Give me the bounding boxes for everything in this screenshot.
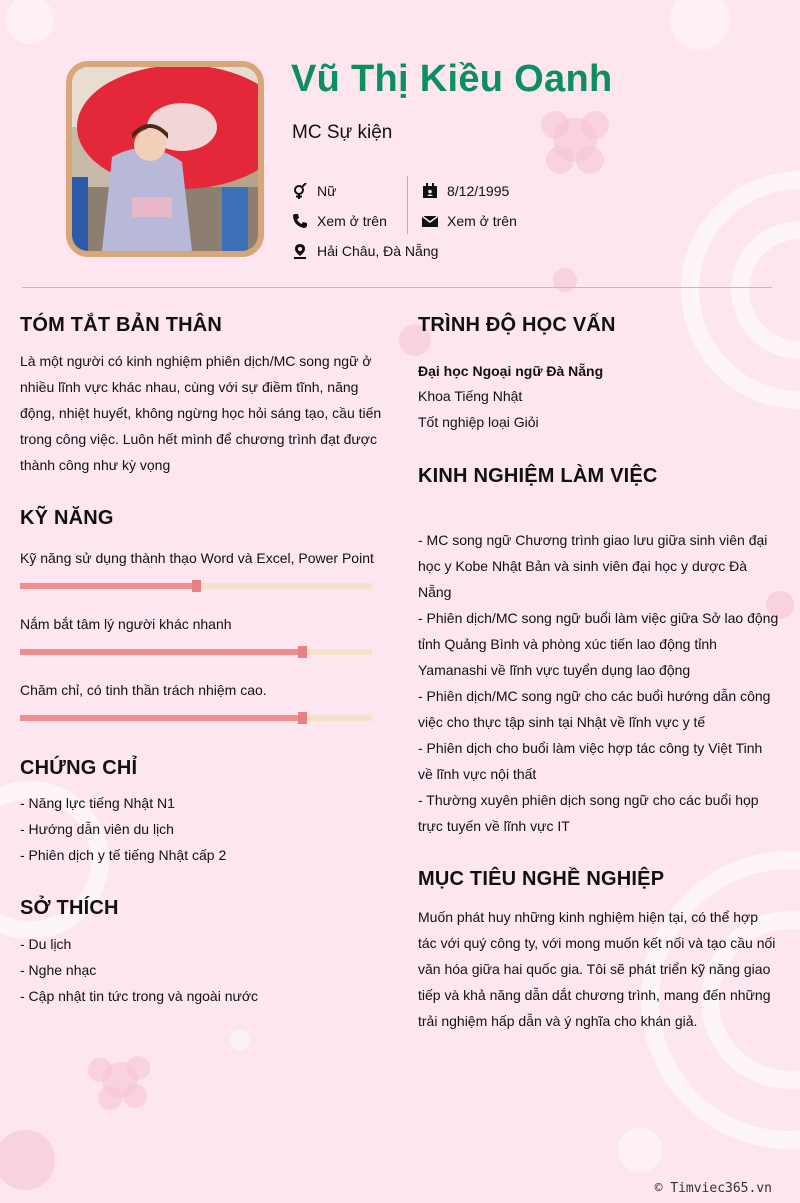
birthday-value: 8/12/1995 xyxy=(447,183,510,199)
skill-label: Nắm bắt tâm lý người khác nhanh xyxy=(20,616,232,632)
gender-value: Nữ xyxy=(317,183,337,199)
summary-title: TÓM TẮT BẢN THÂN xyxy=(20,314,223,336)
envelope-icon xyxy=(421,212,439,230)
summary-line: động, nhiệt huyết, không ngừng học hỏi sáng tạo, cầu tiến xyxy=(20,405,382,421)
objective-title: MỤC TIÊU NGHỀ NGHIỆP xyxy=(418,868,665,890)
objective-line: Muốn phát huy những kinh nghiệm hiện tại, có thể hợp xyxy=(418,909,758,925)
summary-line: Là một người có kinh nghiệm phiên dịch/MC song ngữ ở xyxy=(20,353,372,369)
avatar-photo xyxy=(72,67,258,251)
objective-line: văn hóa giữa hai quốc gia. Tôi sẽ phát triển kỹ năng giao xyxy=(418,961,771,977)
experience-text xyxy=(418,527,788,839)
education-title: TRÌNH ĐỘ HỌC VẤN xyxy=(418,314,616,336)
certificate-item: - Năng lực tiếng Nhật N1 xyxy=(20,795,175,811)
objective-text xyxy=(418,904,780,1034)
skill-bar-knob xyxy=(298,646,307,658)
experience-title: KINH NGHIỆM LÀM VIỆC xyxy=(418,465,658,487)
gender-icon xyxy=(291,182,309,200)
summary-line: nhiều lĩnh vực khác nhau, cùng với sự điềm tĩnh, năng xyxy=(20,379,359,395)
skill-bar-fill xyxy=(20,583,196,589)
skill-label: Kỹ năng sử dụng thành thạo Word và Excel, Power Point xyxy=(20,550,374,566)
calendar-icon xyxy=(421,182,439,200)
experience-line: - Phiên dịch/MC song ngữ cho các buổi hướng dẫn công xyxy=(418,688,771,704)
skill-bar xyxy=(20,583,372,589)
phone-info xyxy=(291,212,387,230)
copyright-footer: © Timviec365.vn xyxy=(654,1181,772,1196)
location-pin-icon xyxy=(291,242,309,260)
avatar xyxy=(66,61,264,257)
hobbies-title: SỞ THÍCH xyxy=(20,897,119,919)
skill-bar-knob xyxy=(298,712,307,724)
skill-bar-knob xyxy=(192,580,201,592)
skill-label: Chăm chỉ, có tinh thần trách nhiệm cao. xyxy=(20,682,267,698)
skills-title: KỸ NĂNG xyxy=(20,507,114,529)
hobby-item: - Cập nhật tin tức trong và ngoài nước xyxy=(20,988,259,1004)
skill-bar xyxy=(20,649,372,655)
experience-line: Yamanashi về lĩnh vực tuyển dụng lao động xyxy=(418,662,691,678)
certificate-item: - Phiên dịch y tế tiếng Nhật cấp 2 xyxy=(20,847,227,863)
address-value: Hải Châu, Đà Nẵng xyxy=(317,243,439,259)
education-major: Khoa Tiếng Nhật xyxy=(418,388,523,404)
experience-line: - Phiên dịch/MC song ngữ buổi làm việc giữa Sở lao động xyxy=(418,610,779,626)
certificates-title: CHỨNG CHỈ xyxy=(20,757,138,779)
email-value: Xem ở trên xyxy=(447,213,517,229)
birthday-info xyxy=(421,182,509,200)
email-info xyxy=(421,212,517,230)
candidate-name: Vũ Thị Kiều Oanh xyxy=(291,58,613,100)
experience-line: - MC song ngữ Chương trình giao lưu giữa sinh viên đại xyxy=(418,532,768,548)
summary-line: thành công như kỳ vọng xyxy=(20,457,171,473)
experience-line: Nẵng xyxy=(418,584,452,600)
phone-value: Xem ở trên xyxy=(317,213,387,229)
info-divider xyxy=(407,176,408,234)
objective-line: trải nghiệm hấp dẫn và ý nghĩa cho khán giả. xyxy=(418,1013,698,1029)
gender-info xyxy=(291,182,336,200)
hobby-item: - Du lịch xyxy=(20,936,72,952)
experience-line: - Thường xuyên phiên dịch song ngữ cho các buổi họp xyxy=(418,792,759,808)
experience-line: - Phiên dịch cho buổi làm việc hợp tác công ty Việt Tinh xyxy=(418,740,763,756)
skill-bar-fill xyxy=(20,715,302,721)
summary-text xyxy=(20,348,390,478)
skill-bar xyxy=(20,715,372,721)
certificate-item: - Hướng dẫn viên du lịch xyxy=(20,821,174,837)
objective-line: tác với quý công ty, với mong muốn kết nối và tạo cầu nối xyxy=(418,935,776,951)
experience-line: tỉnh Quảng Bình và phòng xúc tiến lao động tỉnh xyxy=(418,636,717,652)
job-title: MC Sự kiện xyxy=(292,122,393,143)
summary-line: trong công việc. Luôn hết mình để chương trình đạt được xyxy=(20,431,377,447)
objective-line: tiếp và khả năng dẫn dắt chương trình, mang đến những xyxy=(418,987,771,1003)
skill-bar-fill xyxy=(20,649,302,655)
hobby-item: - Nghe nhạc xyxy=(20,962,97,978)
address-info xyxy=(291,242,438,260)
experience-line: về lĩnh vực nội thất xyxy=(418,766,537,782)
education-school: Đại học Ngoại ngữ Đà Nẵng xyxy=(418,363,604,379)
experience-line: học y Kobe Nhật Bản và sinh viên đại học y dược Đà xyxy=(418,558,748,574)
experience-line: trực tuyến về lĩnh vực IT xyxy=(418,818,570,834)
education-grade: Tốt nghiệp loại Giỏi xyxy=(418,414,539,430)
experience-line: việc cho thực tập sinh tại Nhật về lĩnh vực y tế xyxy=(418,714,706,730)
phone-icon xyxy=(291,212,309,230)
header-divider xyxy=(22,287,772,288)
